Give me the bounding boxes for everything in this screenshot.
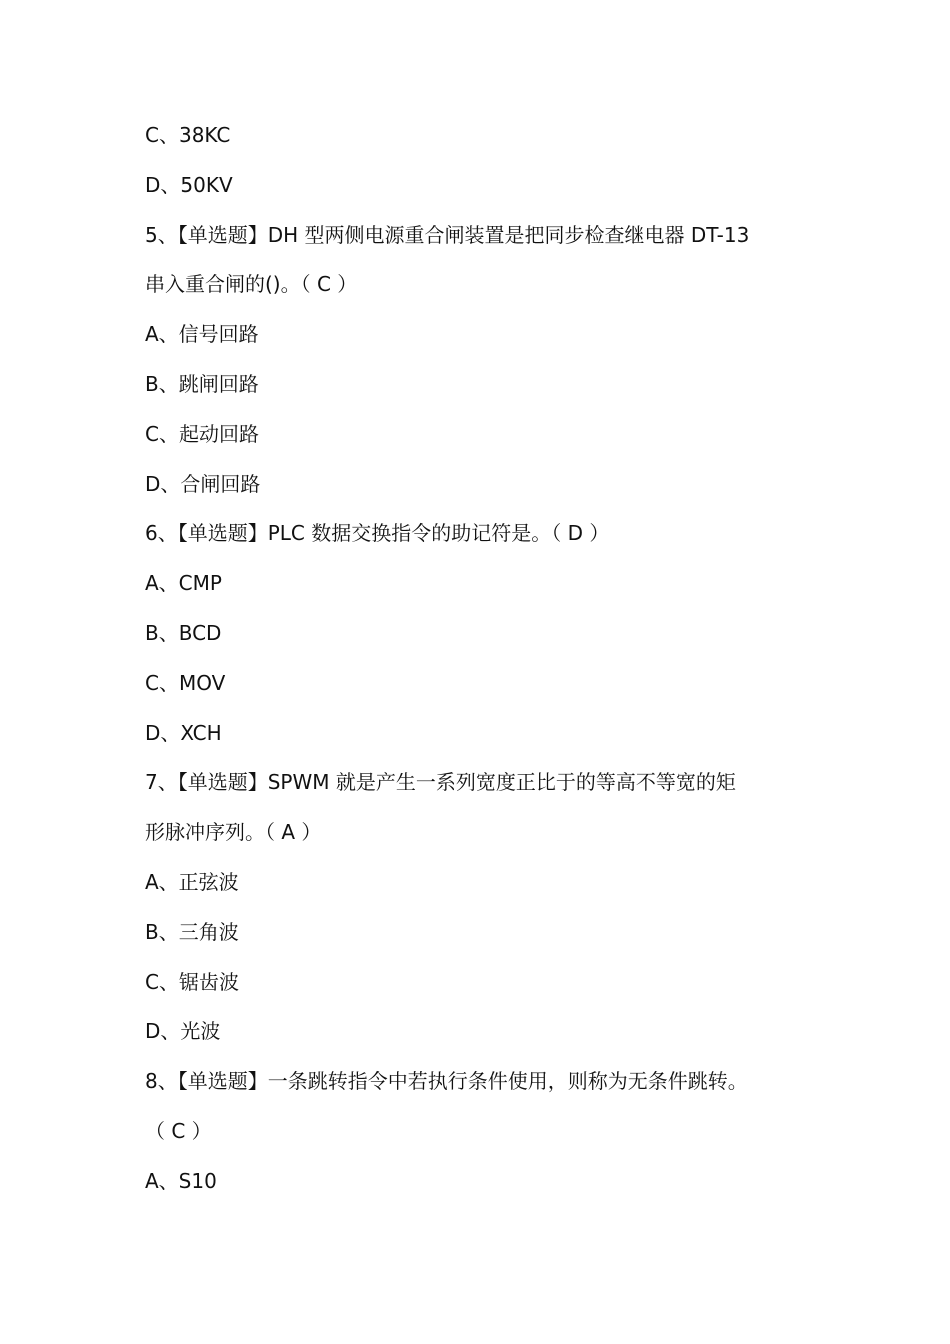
option-c-q5: C、起动回路 xyxy=(145,421,259,446)
option-a-q8: A、S10 xyxy=(145,1168,217,1193)
option-b-q7: B、三角波 xyxy=(145,919,239,944)
option-d-q7: D、光波 xyxy=(145,1019,221,1044)
option-c-q6: C、MOV xyxy=(145,670,226,695)
option-d-q5: D、合闸回路 xyxy=(145,471,261,496)
option-d-q4: D、50KV xyxy=(145,172,233,197)
question-6: 6、【单选题】PLC 数据交换指令的助记符是。（ D ） xyxy=(145,521,610,546)
document-page xyxy=(145,111,825,1207)
option-b-q6: B、BCD xyxy=(145,620,222,645)
question-8-line-2: （ C ） xyxy=(145,1118,212,1143)
question-8-line-1: 8、【单选题】一条跳转指令中若执行条件使用，则称为无条件跳转。 xyxy=(145,1069,748,1094)
question-7-line-1: 7、【单选题】SPWM 就是产生一系列宽度正比于的等高不等宽的矩 xyxy=(145,770,736,795)
option-a-q5: A、信号回路 xyxy=(145,322,259,347)
question-7-line-2: 形脉冲序列。（ A ） xyxy=(145,820,322,845)
option-c-q4: C、38KC xyxy=(145,123,231,147)
option-b-q5: B、跳闸回路 xyxy=(145,371,259,396)
question-5-line-1: 5、【单选题】DH 型两侧电源重合闸装置是把同步检查继电器 DT-13 xyxy=(145,222,750,247)
option-d-q6: D、XCH xyxy=(145,720,222,745)
option-c-q7: C、锯齿波 xyxy=(145,969,239,994)
option-a-q7: A、正弦波 xyxy=(145,869,239,894)
question-5-line-2: 串入重合闸的()。（ C ） xyxy=(145,272,358,297)
option-a-q6: A、CMP xyxy=(145,571,222,596)
